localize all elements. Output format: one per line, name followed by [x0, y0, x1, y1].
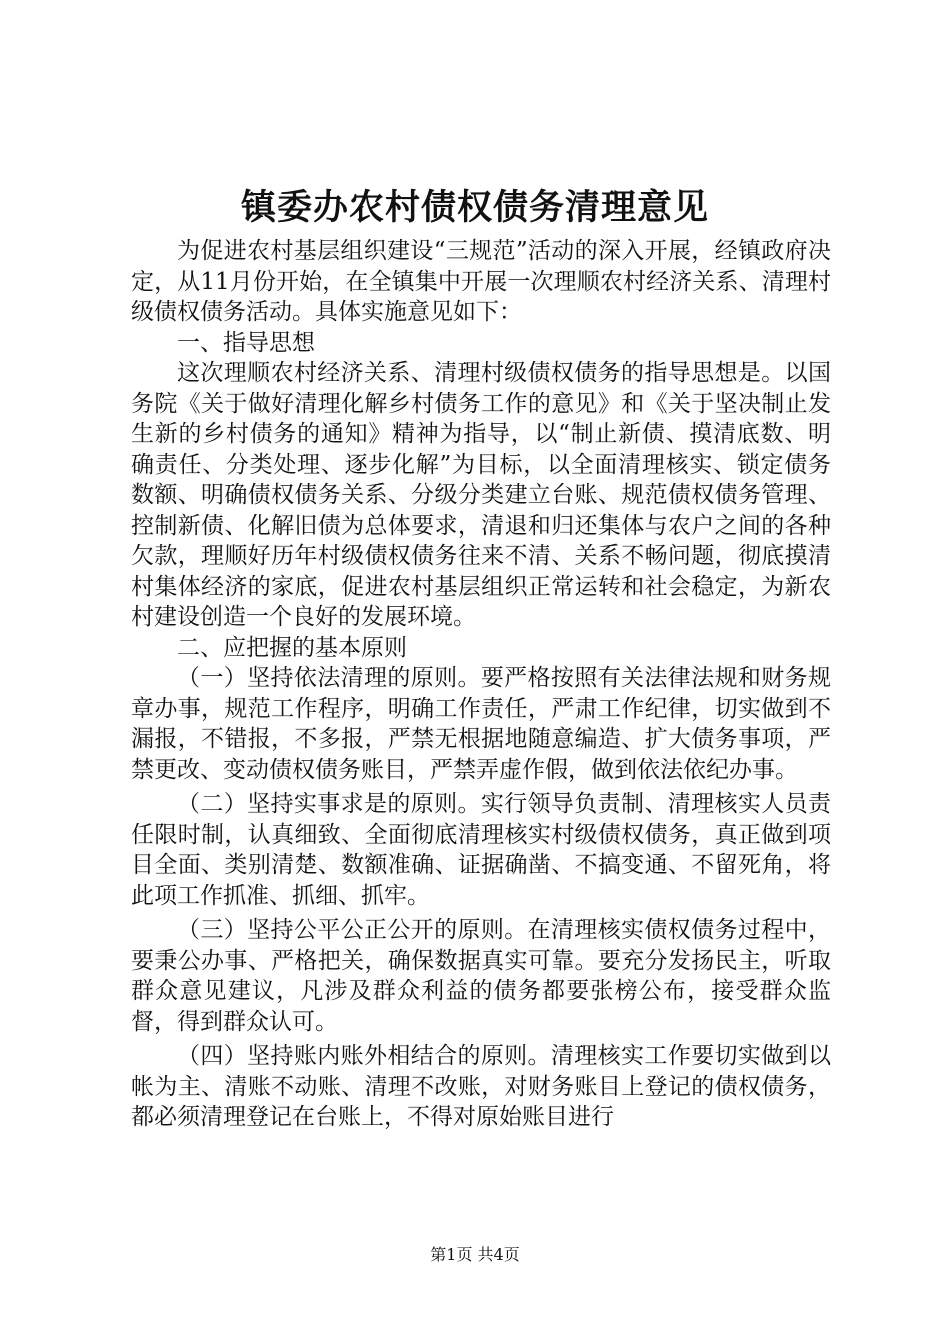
- principle-paragraph-2: （二）坚持实事求是的原则。实行领导负责制、清理核实人员责任限时制，认真细致、全面彻底清理核实村级债权债务，真正做到项目全面、类别清楚、数额准确、证据确凿、不搞变通、不留死角，将此项工作抓准、抓细、抓牢。: [131, 791, 831, 909]
- page-footer: 第1页 共4页: [430, 1245, 520, 1264]
- intro-paragraph: 为促进农村基层组织建设“三规范”活动的深入开展，经镇政府决定，从11月份开始，在全镇集中开展一次理顺农村经济关系、清理村级债权债务活动。具体实施意见如下：: [131, 238, 831, 325]
- section-heading-basic-principles: 二、应把握的基本原则: [177, 634, 407, 661]
- guiding-ideology-paragraph: 这次理顺农村经济关系、清理村级债权债务的指导思想是。以国务院《关于做好清理化解乡村债务工作的意见》和《关于坚决制止发生新的乡村债务的通知》精神为指导，以“制止新债、摸清底数、明确责任、分类处理、逐步化解”为目标，以全面清理核实、锁定债务数额、明确债权债务关系、分级分类建立台账、规范债权债务管理、控制新债、化解旧债为总体要求，清退和归还集体与农户之间的各种欠款，理顺好历年村级债权债务往来不清、关系不畅问题，彻底摸清村集体经济的家底，促进农村基层组织正常运转和社会稳定，为新农村建设创造一个良好的发展环境。: [131, 360, 831, 630]
- document-title: 镇委办农村债权债务清理意见: [240, 187, 709, 228]
- section-heading-guiding-ideology: 一、指导思想: [177, 329, 315, 356]
- principle-paragraph-3: （三）坚持公平公正公开的原则。在清理核实债权债务过程中，要秉公办事、严格把关，确保数据真实可靠。要充分发扬民主，听取群众意见建议，凡涉及群众利益的债务都要张榜公布，接受群众监督，得到群众认可。: [131, 917, 831, 1035]
- document-body: [131, 236, 831, 1133]
- principle-paragraph-1: （一）坚持依法清理的原则。要严格按照有关法律法规和财务规章办事，规范工作程序，明确工作责任，严肃工作纪律，切实做到不漏报，不错报，不多报，严禁无根据地随意编造、扩大债务事项，严禁更改、变动债权债务账目，严禁弄虚作假，做到依法依纪办事。: [131, 665, 831, 783]
- principle-paragraph-4: （四）坚持账内账外相结合的原则。清理核实工作要切实做到以帐为主、清账不动账、清理不改账，对财务账目上登记的债权债务，都必须清理登记在台账上，不得对原始账目进行: [131, 1043, 831, 1130]
